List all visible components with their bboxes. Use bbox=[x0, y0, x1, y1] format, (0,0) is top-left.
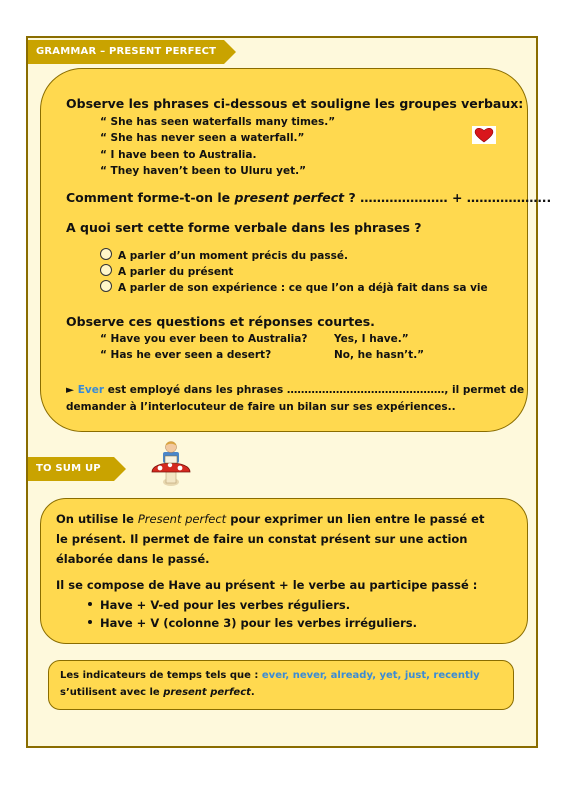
option-1[interactable]: A parler d’un moment précis du passé. bbox=[100, 248, 348, 262]
question-line: “ Have you ever been to Australia? bbox=[100, 333, 308, 345]
usage-question: A quoi sert cette forme verbale dans les phrases ? bbox=[66, 220, 422, 235]
summary-line-4: Il se compose de Have au présent + le verbe au participe passé : bbox=[56, 578, 478, 592]
formation-question: Comment forme-t-on le present perfect ? ………………… + ……………….. bbox=[66, 190, 552, 205]
example-sentence: “ I have been to Australia. bbox=[100, 149, 257, 161]
rule-bullet: Have + V-ed pour les verbes réguliers. bbox=[88, 598, 350, 612]
example-sentence: “ They haven’t been to Uluru yet.” bbox=[100, 165, 307, 177]
arrow-icon: ► bbox=[66, 384, 75, 396]
indicators-box bbox=[48, 660, 514, 710]
heart-icon bbox=[472, 126, 496, 144]
radio-button[interactable] bbox=[100, 248, 112, 260]
answer-line: Yes, I have.” bbox=[334, 333, 409, 345]
section-tag-grammar: GRAMMAR – PRESENT PERFECT bbox=[28, 40, 224, 64]
section-tag-sum-up: TO SUM UP bbox=[28, 457, 114, 481]
indicators-line-1: Les indicateurs de temps tels que : ever, never, already, yet, just, recently bbox=[60, 670, 480, 681]
rule-bullet: Have + V (colonne 3) pour les verbes irréguliers. bbox=[88, 616, 417, 630]
option-2[interactable]: A parler du présent bbox=[100, 264, 233, 278]
radio-button[interactable] bbox=[100, 264, 112, 276]
example-sentence: “ She has seen waterfalls many times.” bbox=[100, 116, 336, 128]
observe-questions-instruction: Observe ces questions et réponses courtes. bbox=[66, 314, 375, 329]
option-3[interactable]: A parler de son expérience : ce que l’on a déjà fait dans sa vie bbox=[100, 280, 488, 294]
summary-line-1: On utilise le Present perfect pour exprimer un lien entre le passé et bbox=[56, 512, 485, 526]
radio-button[interactable] bbox=[100, 280, 112, 292]
example-sentence: “ She has never seen a waterfall.” bbox=[100, 132, 305, 144]
ever-explanation: ► Ever est employé dans les phrases ………………………………………, il permet de bbox=[66, 384, 525, 396]
answer-line: No, he hasn’t.” bbox=[334, 349, 425, 361]
indicators-line-2: s’utilisent avec le present perfect. bbox=[60, 687, 255, 698]
ever-explanation-line2: demander à l’interlocuteur de faire un bilan sur ses expériences.. bbox=[66, 401, 456, 413]
mushroom-reader-icon bbox=[148, 438, 194, 492]
summary-line-2: le présent. Il permet de faire un constat présent sur une action bbox=[56, 532, 468, 546]
question-line: “ Has he ever seen a desert? bbox=[100, 349, 272, 361]
observe-instruction: Observe les phrases ci-dessous et souligne les groupes verbaux: bbox=[66, 96, 524, 111]
summary-line-3: élaborée dans le passé. bbox=[56, 552, 210, 566]
